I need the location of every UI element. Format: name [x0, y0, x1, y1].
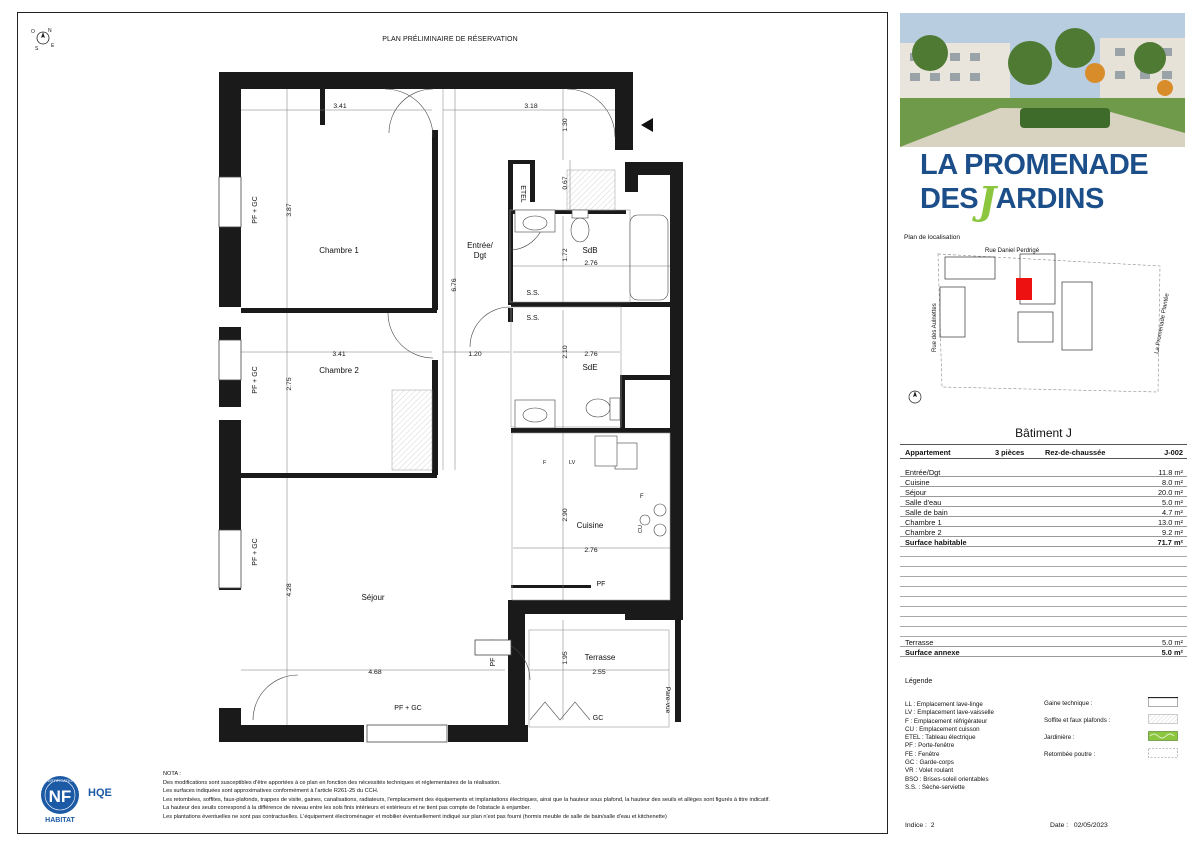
- table-row: Entrée/Dgt 11.8 m²: [900, 467, 1187, 477]
- notes-block: [163, 770, 863, 822]
- nf-logo-text: NF: [48, 787, 72, 806]
- dim-676: 6.76: [451, 278, 458, 292]
- habitable-total-row: Surface habitable 71.7 m²: [900, 537, 1187, 547]
- legend-item: LV : Emplacement lave-vaisselle: [905, 709, 994, 717]
- table-row: Cuisine 8.0 m²: [900, 477, 1187, 487]
- apartment-type: Appartement: [905, 447, 951, 457]
- cu-label: CU: [638, 525, 644, 533]
- pf-label-kitchen: PF: [596, 581, 606, 588]
- dim-276-sde: 2.76: [584, 351, 598, 358]
- etel-label: ETEL: [519, 185, 526, 203]
- dim-276-sdb: 2.76: [584, 260, 598, 267]
- apartment-rooms: 3 pièces: [995, 447, 1025, 457]
- dim-130: 1.30: [562, 118, 569, 132]
- nf-arc-text: CERTIFICATION: [44, 778, 76, 783]
- dim-341-ch2: 3.41: [332, 351, 346, 358]
- hqe-text: HQE: [88, 787, 112, 799]
- dim-067: 0.67: [562, 176, 569, 190]
- compass-letter-o: O: [31, 29, 35, 35]
- pf-label-sejour: PF: [490, 657, 497, 667]
- brand-line2-ardins: ARDINS: [995, 183, 1104, 215]
- legend-item: F : Emplacement réfrigérateur: [905, 717, 988, 725]
- habitat-text: HABITAT: [45, 817, 75, 824]
- fridge-label: F: [543, 460, 547, 466]
- legend-symbols: [1044, 700, 1110, 768]
- legend-item: BSO : Brises-soleil orientables: [905, 775, 989, 783]
- legend-item: FE : Fenêtre: [905, 750, 940, 758]
- legend-item: ETEL : Tableau électrique: [905, 734, 976, 742]
- table-row: Salle d'eau 5.0 m²: [900, 497, 1187, 507]
- table-row: Séjour 20.0 m²: [900, 487, 1187, 497]
- legend-codes: [905, 701, 994, 792]
- legend-item: LL : Emplacement lave-linge: [905, 701, 983, 708]
- table-row: Chambre 2 9.2 m²: [900, 527, 1187, 537]
- dim-210: 2.10: [562, 345, 569, 359]
- soffite-swatch: [1148, 714, 1178, 724]
- street-aulnettes: Rue des Aulnettes: [932, 303, 938, 352]
- floor-plan: [215, 70, 695, 750]
- annex-table: [900, 637, 1187, 657]
- notes-line: Les retombées, soffites, faux-plafonds, trappes de visite, gaines, canalisations, radiateurs, l'emplacement des équipements et implantations électriques, ainsi que la hauteur sous plafond, la hauteur des seuils et allèges sont figurés à titre indicatif.: [163, 796, 770, 803]
- notes-title: NOTA :: [163, 771, 181, 777]
- fridge-label-2: F: [640, 494, 644, 500]
- pfgc-label-sejour: PF + GC: [252, 538, 259, 566]
- dim-195: 1.95: [562, 651, 569, 665]
- lv-label: LV: [569, 460, 576, 466]
- room-chambre-1: Chambre 1: [319, 246, 359, 255]
- dim-387: 3.87: [286, 203, 293, 217]
- nf-hqe-logo: [36, 773, 136, 825]
- gaine-swatch: [1148, 697, 1178, 707]
- dim-275: 2.75: [286, 377, 293, 391]
- dim-428: 4.28: [286, 583, 293, 597]
- legend-item: GC : Garde-corps: [905, 759, 954, 767]
- brand-line2-des: DES: [920, 183, 979, 215]
- dim-276-cuisine: 2.76: [584, 547, 598, 554]
- ss-label-2: S.S.: [526, 315, 540, 322]
- room-entree-line2: Dgt: [473, 251, 487, 260]
- dim-255: 2.55: [592, 669, 606, 676]
- legend-item: S.S. : Sèche-serviette: [905, 783, 965, 791]
- street-daniel-perdrige: Rue Daniel Perdrigé: [985, 248, 1040, 254]
- compass-letter-e: E: [51, 43, 55, 49]
- annex-total-row: Surface annexe 5.0 m²: [900, 647, 1187, 657]
- index-label: Indice :: [905, 822, 927, 829]
- legend-symbol-retombee: Retombée poutre :: [1044, 751, 1110, 768]
- building-title: Bâtiment J: [1015, 426, 1072, 440]
- date-value: 02/05/2023: [1073, 822, 1108, 829]
- street-promenade-plantee: La Promenade Plantée: [1154, 292, 1171, 355]
- gc-label: GC: [592, 715, 604, 722]
- room-sde: SdE: [582, 363, 598, 372]
- index-field: [905, 822, 934, 829]
- index-value: 2: [930, 822, 935, 829]
- dim-341-top: 3.41: [333, 103, 347, 110]
- pfgc-label-ch2: PF + GC: [252, 366, 259, 394]
- legend-symbol-gaine: Gaine technique :: [1044, 700, 1110, 717]
- date-field: [1050, 822, 1108, 829]
- bathroom-fixtures: [515, 210, 668, 536]
- apartment-lot: J-002: [1164, 447, 1183, 457]
- room-cuisine: Cuisine: [576, 521, 604, 530]
- brand-logo: [920, 149, 1180, 223]
- dim-318: 3.18: [524, 103, 538, 110]
- room-sdb: SdB: [582, 246, 598, 255]
- legend-item: VR : Volet roulant: [905, 767, 954, 775]
- pfgc-label-ch1: PF + GC: [252, 196, 259, 224]
- sheet-title: PLAN PRÉLIMINAIRE DE RÉSERVATION: [382, 36, 518, 43]
- dim-120: 1.20: [468, 351, 482, 358]
- compass-letter-s: S: [35, 46, 39, 52]
- table-row: Salle de bain 4.7 m²: [900, 507, 1187, 517]
- retombee-swatch: [1148, 748, 1178, 758]
- legend-symbol-jardiniere: Jardinière :: [1044, 734, 1110, 751]
- legend-title: Légende: [905, 678, 933, 685]
- pfgc-label-bottom: PF + GC: [394, 705, 422, 712]
- notes-line: Des modifications sont susceptibles d'être apportées à ce plan en fonction des nécessités techniques et réglementaires de la réalisation.: [163, 779, 501, 786]
- room-entree-line1: Entrée/: [467, 241, 493, 250]
- room-chambre-2: Chambre 2: [319, 366, 359, 375]
- location-title: Plan de localisation: [904, 234, 961, 241]
- compass-letter-n: N: [48, 28, 52, 34]
- entrance-arrow-icon: [641, 118, 653, 132]
- notes-line: La hauteur des seuils correspond à la différence de niveau entre les sols finis intérieurs et extérieurs et ne tient pas compte de l'obstacle à enjamber.: [163, 805, 531, 812]
- location-map: [900, 242, 1185, 412]
- apartment-floor: Rez-de-chaussée: [1045, 447, 1106, 457]
- legend-symbol-soffite: Soffite et faux plafonds :: [1044, 717, 1110, 734]
- surface-table: [900, 467, 1187, 647]
- brand-line1: LA PROMENADE: [920, 149, 1149, 181]
- pare-vue-label: Pare-vue: [664, 686, 671, 714]
- date-label: Date :: [1050, 822, 1069, 829]
- table-row: Chambre 1 13.0 m²: [900, 517, 1187, 527]
- legend-item: PF : Porte-fenêtre: [905, 742, 955, 750]
- room-terrasse: Terrasse: [584, 653, 616, 662]
- table-row: Terrasse 5.0 m²: [900, 637, 1187, 647]
- apartment-header: [900, 447, 1187, 457]
- dim-172: 1.72: [562, 248, 569, 262]
- ss-label-1: S.S.: [526, 290, 540, 297]
- notes-line: Les plantations éventuelles ne sont pas contractuelles. L'équipement électroménager et mobilier éventuellement indiqué sur plan n'est pas fourni (hormis meuble de salle de bain/salle d'eau et kitchenette): [163, 813, 667, 820]
- dim-468: 4.68: [368, 669, 382, 676]
- legend-item: CU : Emplacement cuisson: [905, 725, 980, 733]
- room-sejour: Séjour: [361, 593, 385, 602]
- project-render-photo: [900, 13, 1185, 147]
- notes-line: Les surfaces indiquées sont approximatives conformément à l'article R261-25 du CCH.: [163, 788, 379, 795]
- dim-290: 2.90: [562, 508, 569, 522]
- interior-walls: [241, 89, 673, 588]
- jardiniere-swatch: [1148, 731, 1178, 741]
- lot-highlight: [1016, 278, 1032, 300]
- brand-line2: DESJARDINS: [920, 178, 1104, 223]
